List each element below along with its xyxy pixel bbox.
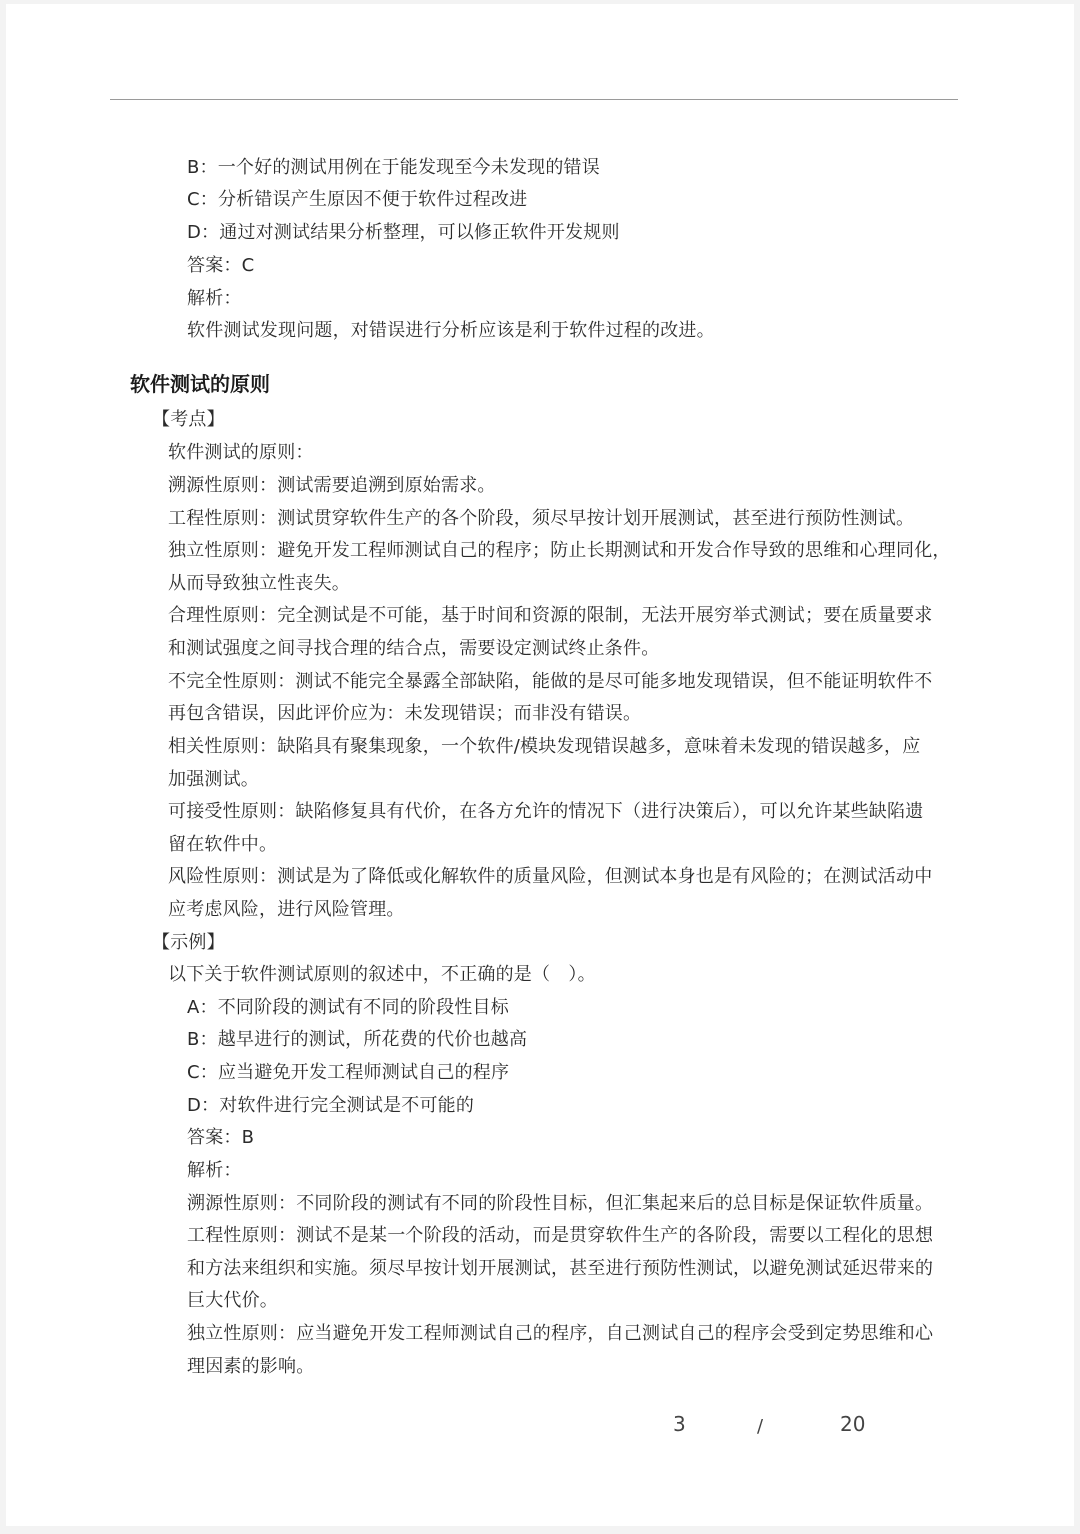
question-text: 以下关于软件测试原则的叙述中，不正确的是（ ）。 xyxy=(168,964,596,985)
page-current: 3 xyxy=(673,1412,686,1436)
principle-line: 独立性原则：避免开发工程师测试自己的程序；防止长期测试和开发合作导致的思维和心理同化， xyxy=(168,540,951,561)
analysis-line: 巨大代价。 xyxy=(187,1290,278,1311)
option-b-text: B：一个好的测试用例在于能发现至今未发现的错误 xyxy=(187,157,600,178)
principle-line: 溯源性原则：测试需要追溯到原始需求。 xyxy=(168,475,496,496)
principle-line: 相关性原则：缺陷具有聚集现象，一个软件/模块发现错误越多，意味着未发现的错误越多，应 xyxy=(168,736,921,757)
principle-line: 留在软件中。 xyxy=(168,834,278,855)
principle-line: 可接受性原则：缺陷修复具有代价，在各方允许的情况下（进行决策后），可以允许某些缺陷遗 xyxy=(168,801,924,822)
principle-line: 工程性原则：测试贯穿软件生产的各个阶段，须尽早按计划开展测试，甚至进行预防性测试。 xyxy=(168,508,915,529)
principle-line: 和测试强度之间寻找合理的结合点，需要设定测试终止条件。 xyxy=(168,638,660,659)
principle-line: 应考虑风险，进行风险管理。 xyxy=(168,899,405,920)
principle-line: 从而导致独立性丧失。 xyxy=(168,573,350,594)
principle-line: 风险性原则：测试是为了降低或化解软件的质量风险，但测试本身也是有风险的；在测试活动中 xyxy=(168,866,933,887)
principle-line: 再包含错误，因此评价应为：未发现错误；而非没有错误。 xyxy=(168,703,642,724)
analysis-label: 解析： xyxy=(187,288,242,309)
analysis-label: 解析： xyxy=(187,1160,242,1181)
principle-line: 合理性原则：完全测试是不可能，基于时间和资源的限制，无法开展穷举式测试；要在质量要求 xyxy=(168,605,933,626)
analysis-line: 和方法来组织和实施。须尽早按计划开展测试，甚至进行预防性测试，以避免测试延迟带来的 xyxy=(187,1258,934,1279)
example-label: 【示例】 xyxy=(152,932,225,953)
header-divider xyxy=(110,99,958,100)
analysis-line: 工程性原则：测试不是某一个阶段的活动，而是贯穿软件生产的各阶段，需要以工程化的思想 xyxy=(187,1225,934,1246)
option-c-text: C：分析错误产生原因不便于软件过程改进 xyxy=(187,189,528,210)
option-b-text: B：越早进行的测试，所花费的代价也越高 xyxy=(187,1029,528,1050)
page-total: 20 xyxy=(840,1412,866,1436)
answer-text: 答案：C xyxy=(187,255,255,276)
principle-line: 软件测试的原则： xyxy=(168,442,314,463)
option-c-text: C：应当避免开发工程师测试自己的程序 xyxy=(187,1062,510,1083)
option-d-text: D：对软件进行完全测试是不可能的 xyxy=(187,1095,475,1116)
answer-text: 答案：B xyxy=(187,1127,255,1148)
option-d-text: D：通过对测试结果分析整理，可以修正软件开发规则 xyxy=(187,222,620,243)
analysis-line: 溯源性原则：不同阶段的测试有不同的阶段性目标，但汇集起来后的总目标是保证软件质量。 xyxy=(187,1193,934,1214)
analysis-line: 理因素的影响。 xyxy=(187,1356,315,1377)
kaodian-label: 【考点】 xyxy=(152,409,225,430)
page-separator: / xyxy=(757,1416,764,1437)
principle-line: 加强测试。 xyxy=(168,769,259,790)
option-a-text: A：不同阶段的测试有不同的阶段性目标 xyxy=(187,997,509,1018)
section-title: 软件测试的原则 xyxy=(130,372,270,396)
analysis-text: 软件测试发现问题，对错误进行分析应该是利于软件过程的改进。 xyxy=(187,320,715,341)
analysis-line: 独立性原则：应当避免开发工程师测试自己的程序，自己测试自己的程序会受到定势思维和心 xyxy=(187,1323,934,1344)
principle-line: 不完全性原则：测试不能完全暴露全部缺陷，能做的是尽可能多地发现错误，但不能证明软件不 xyxy=(168,671,933,692)
